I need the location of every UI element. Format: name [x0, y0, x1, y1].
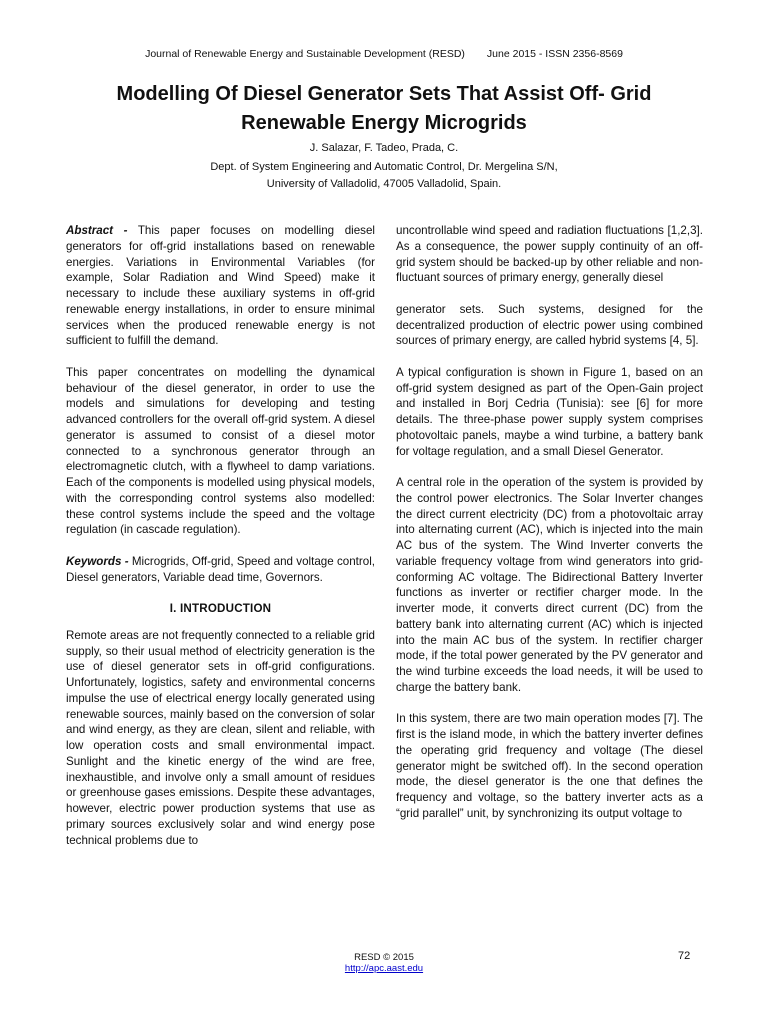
abstract-label: Abstract -: [66, 224, 128, 237]
paper-title: [40, 80, 728, 138]
right-paragraph-1: uncontrollable wind speed and radiation fluctuations [1,2,3]. As a consequence, the power supply continuity of an off-grid system should be backed-up by other reliable and non-fluctuant sources of primary energy, generally diesel: [396, 224, 703, 285]
keywords-text: Microgrids, Off-grid, Speed and voltage control, Diesel generators, Variable dead time, Governors.: [66, 554, 376, 584]
journal-name: Journal of Renewable Energy and Sustainable Development (RESD): [145, 48, 465, 60]
right-paragraph-3: A typical configuration is shown in Figure 1, based on an off-grid system designed as part of the Open-Gain project and installed in Borj Cedria (Tunisia): see [6] for more details. The three-phase power supply system comprises photovoltaic panels, maybe a wind turbine, a battery bank for voltage regulation, and a small Diesel Generator.: [396, 365, 703, 458]
keywords: [66, 554, 375, 586]
left-column: [66, 223, 375, 848]
section-heading-introduction: I. INTRODUCTION: [169, 602, 272, 615]
title-line-2: Renewable Energy Microgrids: [241, 112, 527, 134]
right-paragraph-2: generator sets. Such systems, designed for the decentralized production of electric power using combined sources of primary energy, are called hybrid systems [4, 5].: [396, 302, 703, 348]
abstract-text: This paper focuses on modelling diesel generators for off-grid installations based on renewable energies. Variations in Environmental Variables (for example, Solar Radiation and Wind Speed) make it necessary to include these auxiliary systems in off-grid renewable energy installations, in order to ensure minimal services when the produced renewable energy is not sufficient to fulfill the demand.: [66, 224, 375, 348]
footer: [0, 952, 768, 974]
intro-paragraph-1: Remote areas are not frequently connected to a reliable grid supply, so their usual method of electricity generation is the use of diesel generator sets in off-grid configurations. Unfortunately, logistics, safety and environmental concerns impulse the use of electrical energy locally generated using renewable sources, mainly based on the conversion of solar and wind energy, as they are clean, silent and reliable, with low operation costs and small environmental impact. Sunlight and the kinetic energy of the wind are free, inexhaustible, and involve only a small amount of residues or greenhouse gases emissions. Despite these advantages, however, electric power production systems that use as primary sources exclusively solar and wind energy pose technical problems due to: [66, 628, 375, 847]
right-column: [396, 223, 703, 822]
journal-header: [0, 48, 768, 60]
affiliation-line-2: University of Valladolid, 47005 Valladolid, Spain.: [266, 177, 502, 190]
title-line-1: Modelling Of Diesel Generator Sets That Assist Off- Grid: [116, 83, 652, 105]
page-number: 72: [678, 950, 691, 962]
right-paragraph-5: In this system, there are two main operation modes [7]. The first is the island mode, in which the battery inverter defines the operating grid frequency and voltage (The diesel generator might be switched off). In the second operation mode, the diesel generator is the one that defines the frequency and voltage, so the battery inverter acts as a “grid parallel” unit, by synchronizing its output voltage to: [396, 712, 703, 820]
right-paragraph-4: A central role in the operation of the system is provided by the control power electronics. The Solar Inverter changes the direct current electricity (DC) from a photovoltaic array into alternating current (AC), which is injected into the main AC bus of the system. The Wind Inverter converts the variable frequency voltage from wind generators into grid-conforming AC voltage. The Bidirectional Battery Inverter functions as inverter or rectifier charger mode. In the inverter mode, it converts direct current (DC) from the battery bank into alternating current (AC) which is injected into the main AC bus of the system. In rectifier charger mode, if the total power generated by the PV generator and the wind turbine exceeds the load needs, it will be used to charge the battery bank.: [396, 476, 703, 694]
abstract-paragraph-2: This paper concentrates on modelling the dynamical behaviour of the diesel generator, in order to use the models and simulations for developing and testing advanced controllers for the overall off-grid system. A diesel generator is assumed to consist of a diesel motor connected to a synchronous generator through an electromagnetic clutch, with a flywheel to damp variations. Each of the components is modelled using physical models, with the corresponding control systems also modelled: these control systems include the speed and the voltage regulation (in cascade regulation).: [66, 365, 375, 537]
authors: J. Salazar, F. Tadeo, Prada, C.: [309, 142, 459, 154]
journal-issue: June 2015 - ISSN 2356-8569: [486, 48, 623, 60]
keywords-label: Keywords -: [66, 554, 129, 568]
footer-copyright: RESD © 2015: [354, 952, 414, 963]
affiliation-line-1: Dept. of System Engineering and Automatic Control, Dr. Mergelina S/N,: [210, 161, 558, 173]
abstract: [66, 223, 375, 349]
footer-link[interactable]: http://apc.aast.edu: [344, 963, 424, 974]
affiliation: [0, 159, 768, 192]
